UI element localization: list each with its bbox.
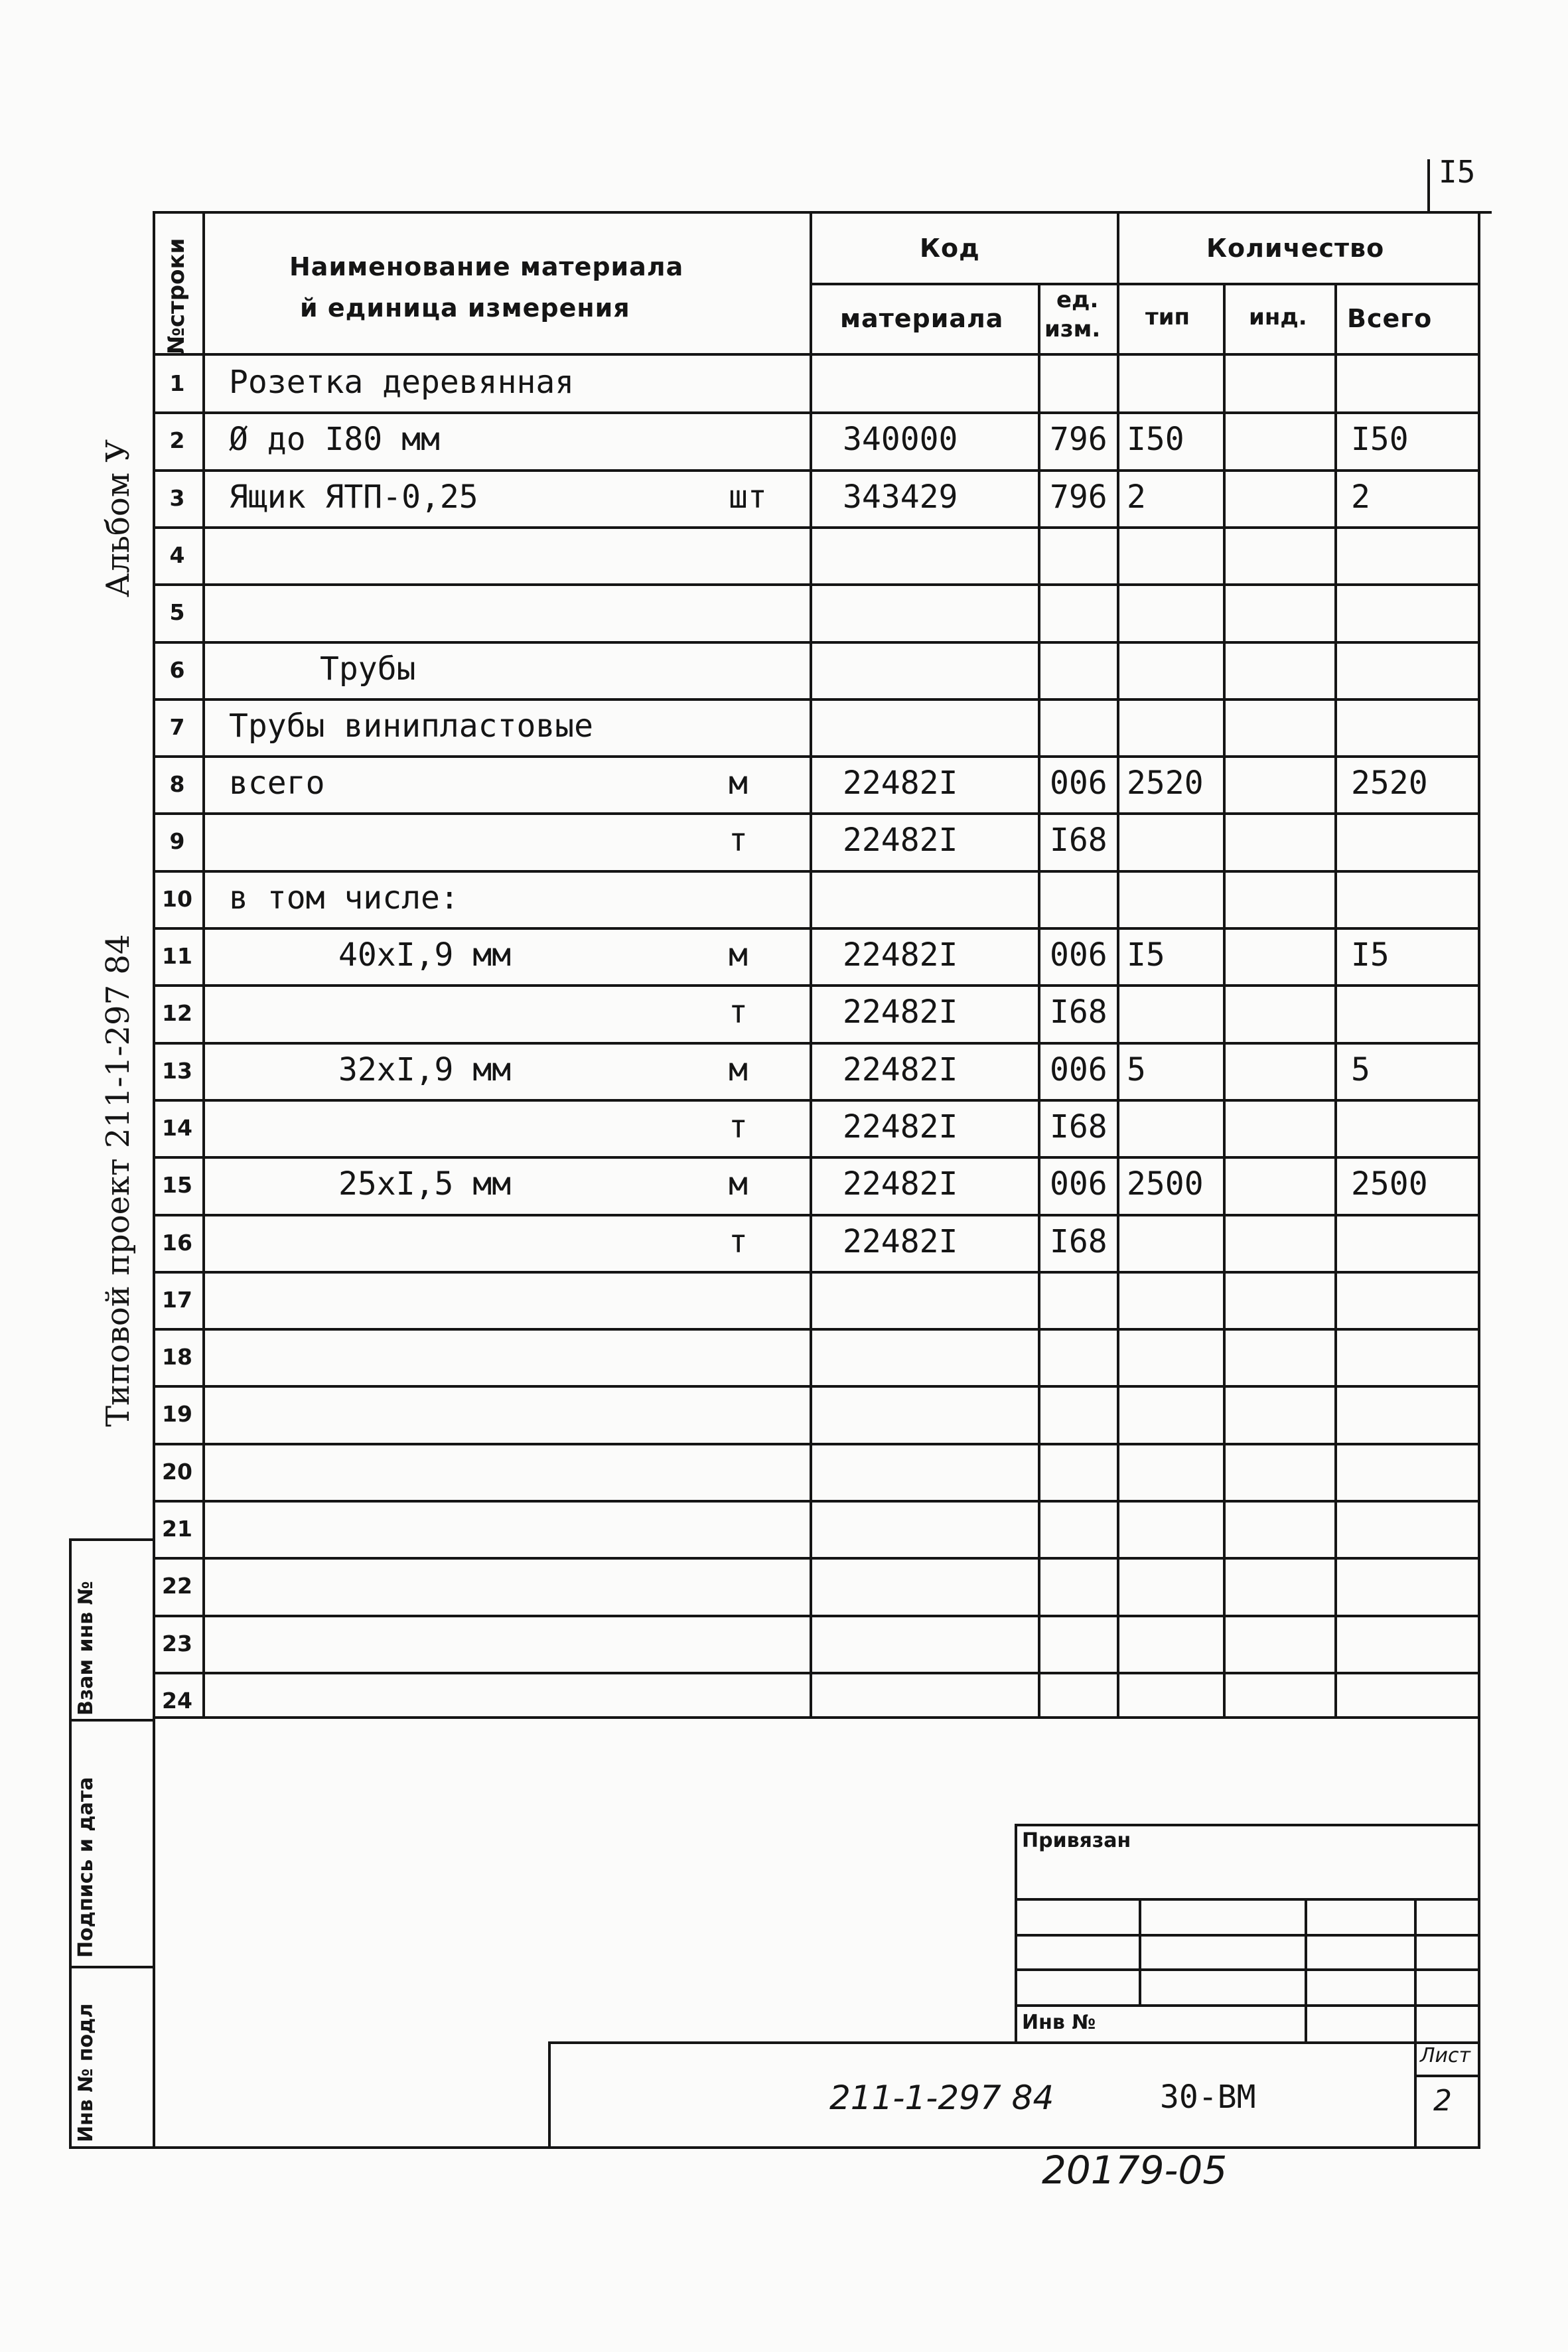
row-code: 22482I xyxy=(843,1051,958,1088)
row-uom: I68 xyxy=(1050,1108,1107,1145)
row-type: 5 xyxy=(1127,1051,1146,1088)
row-divider xyxy=(153,1615,1480,1617)
row-name: 40хI,9 мм xyxy=(338,936,512,974)
row-n: 4 xyxy=(169,542,185,568)
row-unit: т xyxy=(729,1108,748,1145)
row-type: 2500 xyxy=(1127,1165,1204,1203)
row-n: 3 xyxy=(169,485,185,511)
row-uom: I68 xyxy=(1050,822,1107,859)
row-unit: т xyxy=(729,1223,748,1260)
row-divider xyxy=(153,1443,1480,1445)
row-name: Трубы винипластовые xyxy=(229,707,594,745)
row-n: 9 xyxy=(169,828,185,854)
header-quantity: Количество xyxy=(1206,234,1385,263)
row-total: I50 xyxy=(1351,421,1409,458)
row-name: 32хI,9 мм xyxy=(338,1051,512,1088)
row-unit: м xyxy=(729,936,748,974)
row-divider xyxy=(153,698,1480,701)
album-label: Альбом У xyxy=(100,439,137,597)
row-total: 2520 xyxy=(1351,765,1428,802)
row-total: 5 xyxy=(1351,1051,1370,1088)
row-divider xyxy=(153,1156,1480,1159)
header-code: Код xyxy=(920,234,980,263)
row-divider xyxy=(153,411,1480,414)
lower-left-border xyxy=(153,1718,155,2149)
list-box-divider xyxy=(1414,2075,1480,2077)
row-code: 22482I xyxy=(843,1108,958,1145)
row-n: 13 xyxy=(162,1058,192,1084)
stamp-row4 xyxy=(1015,2004,1479,2007)
row-uom: 796 xyxy=(1050,478,1107,516)
header-total: Всего xyxy=(1347,304,1433,333)
stamp-col3 xyxy=(1414,1898,1417,2043)
row-uom: I68 xyxy=(1050,993,1107,1031)
row-uom: 796 xyxy=(1050,421,1107,458)
row-total: 2 xyxy=(1351,478,1370,516)
sheet-number: I5 xyxy=(1439,154,1476,190)
row-n: 18 xyxy=(162,1344,192,1370)
stamp-row1 xyxy=(1015,1898,1479,1901)
header-row-no: №строки xyxy=(163,238,190,354)
row-code: 22482I xyxy=(843,993,958,1031)
row-divider xyxy=(153,755,1480,758)
row-divider xyxy=(153,583,1480,586)
row-divider xyxy=(153,641,1480,644)
side-stamp-bottom xyxy=(69,2146,155,2149)
row-uom: I68 xyxy=(1050,1223,1107,1260)
row-divider xyxy=(153,1500,1480,1503)
row-divider xyxy=(153,1042,1480,1045)
row-uom: 006 xyxy=(1050,765,1107,802)
list-value: 2 xyxy=(1433,2084,1452,2118)
vzam-inv-label: Взам инв № xyxy=(74,1581,98,1716)
header-name-line1: Наименование материала xyxy=(289,252,684,281)
side-stamp-top xyxy=(69,1538,155,1541)
row-uom: 006 xyxy=(1050,1051,1107,1088)
row-total: I5 xyxy=(1351,936,1390,974)
header-material: материала xyxy=(840,304,1004,333)
row-uom: 006 xyxy=(1050,936,1107,974)
row-unit: т xyxy=(729,993,748,1031)
side-stamp-div2 xyxy=(69,1966,155,1968)
row-divider xyxy=(153,1214,1480,1216)
stamp-col1 xyxy=(1139,1898,1141,2006)
side-stamp-div1 xyxy=(69,1719,155,1722)
row-n: 15 xyxy=(162,1172,192,1198)
row-name: Ящик ЯТП-0,25 xyxy=(229,478,478,516)
row-type: I50 xyxy=(1127,421,1184,458)
row-code: 340000 xyxy=(843,421,958,458)
row-unit: м xyxy=(729,765,748,802)
row-n: 11 xyxy=(162,943,192,969)
row-unit: м xyxy=(729,1051,748,1088)
row-n: 24 xyxy=(162,1688,192,1714)
row-code: 22482I xyxy=(843,765,958,802)
row-n: 22 xyxy=(162,1573,192,1599)
row-name: всего xyxy=(229,765,325,802)
row-n: 19 xyxy=(162,1401,192,1427)
row-n: 12 xyxy=(162,1000,192,1026)
row-divider xyxy=(153,1385,1480,1388)
header-name-line2: й единица измерения xyxy=(300,293,630,323)
row-n: 21 xyxy=(162,1516,192,1542)
row-n: 7 xyxy=(169,714,185,740)
project-label: Типовой проект 211-1-297 84 xyxy=(100,934,137,1427)
header-unit-line2: изм. xyxy=(1044,316,1101,342)
row-divider xyxy=(153,1672,1480,1674)
row-n: 1 xyxy=(169,370,185,396)
row-code: 22482I xyxy=(843,936,958,974)
row-divider xyxy=(153,870,1480,873)
row-n: 16 xyxy=(162,1230,192,1256)
title-block-top xyxy=(548,2041,1480,2044)
stamp-top xyxy=(1015,1824,1479,1826)
table-bottom-border xyxy=(153,1716,1480,1719)
row-name: в том числе: xyxy=(229,879,459,917)
row-uom: 006 xyxy=(1050,1165,1107,1203)
header-bottom-line xyxy=(153,353,1480,356)
rownum-divider xyxy=(202,211,205,1718)
privyazan-label: Привязан xyxy=(1022,1829,1131,1852)
row-n: 2 xyxy=(169,427,185,453)
inv-no-label: Инв № xyxy=(1022,2011,1096,2034)
row-n: 10 xyxy=(162,886,192,912)
code-quantity-divider xyxy=(1117,211,1119,1718)
doc-number: 211-1-297 84 xyxy=(829,2079,1054,2117)
side-stamp-left-border xyxy=(69,1538,72,2149)
row-divider xyxy=(153,927,1480,930)
row-name: Розетка деревянная xyxy=(229,364,575,401)
row-type: 2520 xyxy=(1127,765,1204,802)
row-n: 23 xyxy=(162,1631,192,1656)
row-name: 25хI,5 мм xyxy=(338,1165,512,1203)
header-ind: инд. xyxy=(1249,304,1307,331)
handwritten-inventory-number: 20179-05 xyxy=(1042,2148,1228,2193)
row-n: 6 xyxy=(169,657,185,683)
sheet-bottom-border xyxy=(153,2146,1480,2149)
row-divider xyxy=(153,526,1480,529)
row-divider xyxy=(153,1271,1480,1274)
title-block-left xyxy=(548,2041,551,2148)
row-n: 8 xyxy=(169,771,185,797)
header-unit-line1: ед. xyxy=(1056,287,1099,313)
row-divider xyxy=(153,469,1480,472)
row-code: 22482I xyxy=(843,1165,958,1203)
doc-code: 30-ВМ xyxy=(1160,2079,1256,2116)
row-name: Ø до I80 мм xyxy=(229,421,440,458)
row-type: 2 xyxy=(1127,478,1146,516)
row-unit: т xyxy=(729,822,748,859)
row-divider xyxy=(153,812,1480,815)
signature-date-label: Подпись и дата xyxy=(74,1777,98,1958)
row-unit: шт xyxy=(729,478,767,516)
name-code-divider xyxy=(810,211,812,1718)
row-divider xyxy=(153,1557,1480,1560)
list-box-left xyxy=(1414,2041,1417,2148)
list-label: Лист xyxy=(1420,2044,1471,2067)
row-total: 2500 xyxy=(1351,1165,1428,1203)
row-unit: м xyxy=(729,1165,748,1203)
lower-right-border xyxy=(1478,1718,1480,2149)
stamp-row2 xyxy=(1015,1934,1479,1937)
row-divider xyxy=(153,1099,1480,1102)
stamp-col2 xyxy=(1305,1898,1307,2043)
row-divider xyxy=(153,1328,1480,1331)
row-name: Трубы xyxy=(320,650,416,688)
row-code: 22482I xyxy=(843,822,958,859)
row-type: I5 xyxy=(1127,936,1165,974)
row-n: 5 xyxy=(169,599,185,625)
inv-podl-label: Инв № подл xyxy=(74,2003,98,2142)
header-type: тип xyxy=(1145,304,1190,331)
row-n: 17 xyxy=(162,1287,192,1313)
row-code: 22482I xyxy=(843,1223,958,1260)
row-divider xyxy=(153,984,1480,987)
row-n: 20 xyxy=(162,1459,192,1485)
table-top-border xyxy=(153,211,1492,214)
header-mid-line xyxy=(810,283,1480,285)
stamp-row3 xyxy=(1015,1968,1479,1971)
stamp-left xyxy=(1015,1824,1017,2043)
sheet-number-divider xyxy=(1427,159,1430,211)
row-n: 14 xyxy=(162,1115,192,1141)
row-code: 343429 xyxy=(843,478,958,516)
